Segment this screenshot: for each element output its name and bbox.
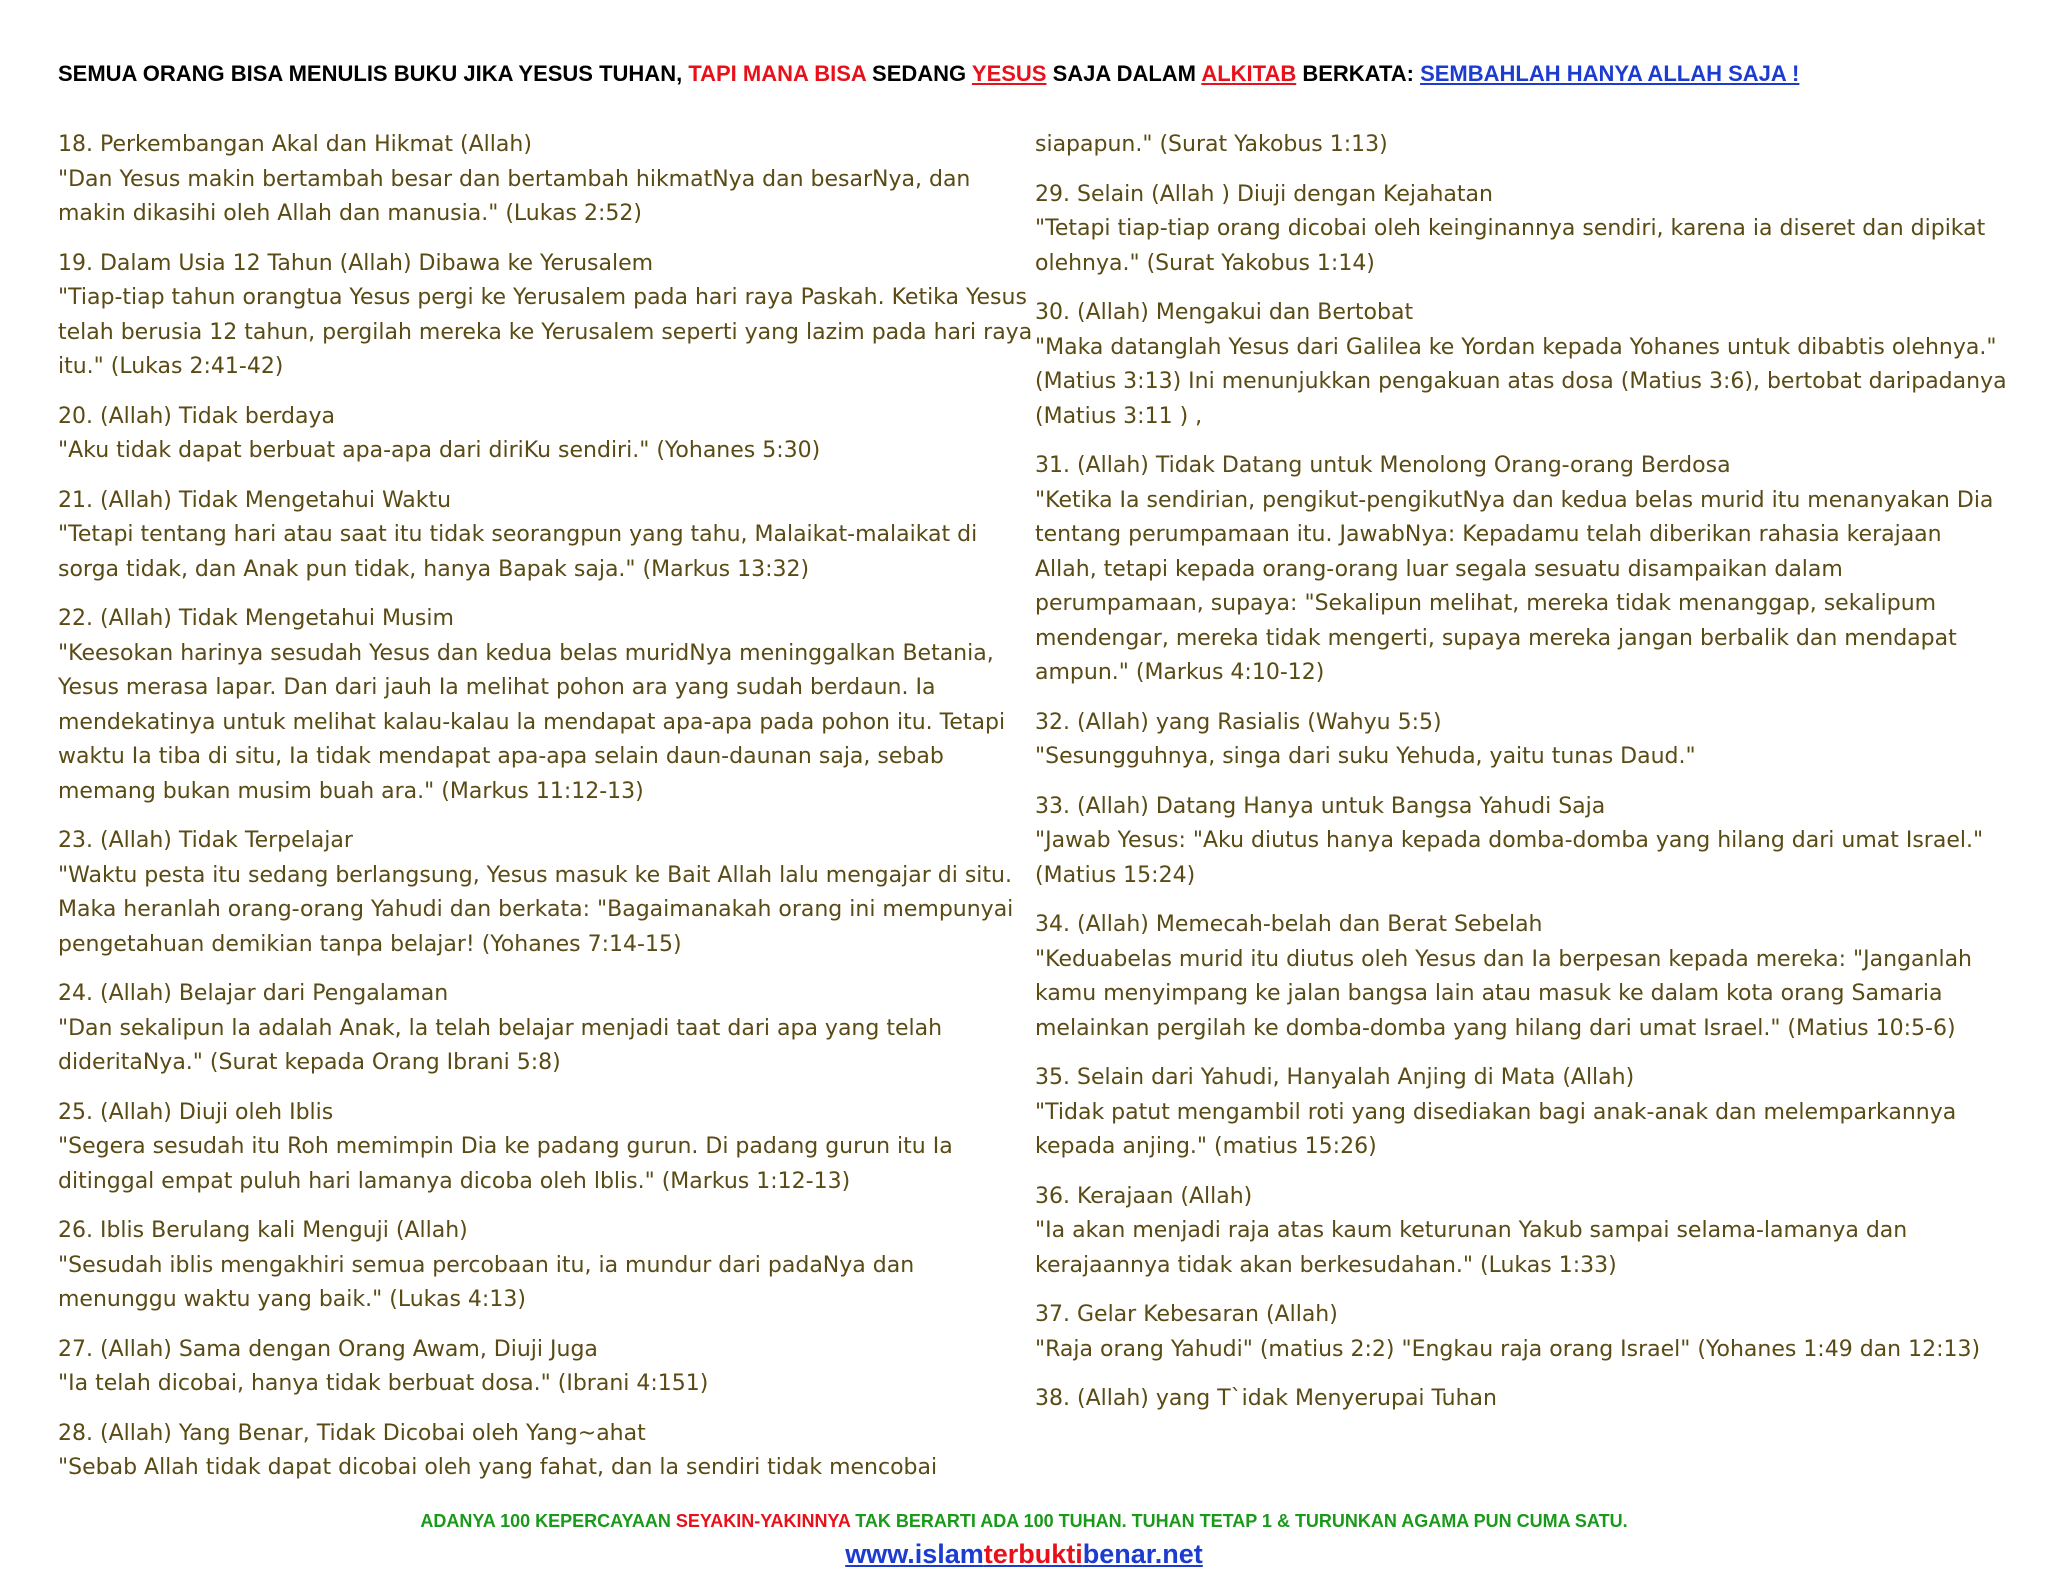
entry-21 (58, 484, 1033, 588)
right-column (1035, 128, 2010, 1432)
entry-title: 35. Selain dari Yahudi, Hanyalah Anjing di Mata (Allah) (1035, 1065, 1635, 1090)
entry-37 (1035, 1298, 2010, 1367)
entry-quote: "Maka datanglah Yesus dari Galilea ke Yordan kepada Yohanes untuk dibabtis olehnya." (Matius 3:13) Ini menunjukkan pengakuan atas dosa (Matius 3:6), bertobat daripadanya (Matius 3:11 ) , (1035, 334, 2007, 429)
entry-quote: "Sesungguhnya, singa dari suku Yehuda, yaitu tunas Daud." (1035, 744, 1696, 769)
entry-24 (58, 977, 1033, 1081)
entry-23 (58, 824, 1033, 962)
entry-25 (58, 1096, 1033, 1200)
entry-title: 32. (Allah) yang Rasialis (Wahyu 5:5) (1035, 709, 1442, 735)
website-part-1: www.islam (845, 1539, 984, 1569)
website-part-3: benar.net (1082, 1539, 1203, 1569)
entry-26 (58, 1214, 1033, 1318)
page-heading (58, 58, 1998, 90)
entry-title: 33. (Allah) Datang Hanya untuk Bangsa Yahudi Saja (1035, 793, 1606, 819)
heading-part-2: TAPI MANA BISA (688, 61, 866, 86)
heading-part-4: YESUS (971, 61, 1047, 86)
entry-33 (1035, 790, 2010, 894)
entry-quote: "Sebab Allah tidak dapat dicobai oleh yang fahat, dan la sendiri tidak mencobai (58, 1455, 938, 1480)
entry-title: 37. Gelar Kebesaran (Allah) (1035, 1302, 1338, 1327)
entry-quote: "Tetapi tiap-tiap orang dicobai oleh keinginannya sendiri, karena ia diseret dan dipikat olehnya." (Surat Yakobus 1:14) (1035, 216, 1986, 276)
entry-quote: "Jawab Yesus: "Aku diutus hanya kepada domba-domba yang hilang dari umat Israel." (Matius 15:24) (1035, 828, 1984, 888)
entry-22 (58, 602, 1033, 809)
entry-34 (1035, 908, 2010, 1046)
entry-30 (1035, 296, 2010, 434)
entry-quote: "Tidak patut mengambil roti yang disediakan bagi anak-anak dan melemparkannya kepada anjing." (matius 15:26) (1035, 1099, 1957, 1159)
entry-title: 28. (Allah) Yang Benar, Tidak Dicobai oleh Yang~ahat (58, 1420, 646, 1446)
footer-part-3: TAK BERARTI ADA 100 TUHAN. TUHAN TETAP 1 & TURUNKAN AGAMA PUN CUMA SATU. (850, 1511, 1628, 1531)
entry-title: 20. (Allah) Tidak berdaya (58, 403, 335, 429)
entry-38 (1035, 1382, 2010, 1417)
entry-32 (1035, 706, 2010, 775)
entry-title: 23. (Allah) Tidak Terpelajar (58, 828, 353, 853)
entry-title: 19. Dalam Usia 12 Tahun (Allah) Dibawa ke Yerusalem (58, 250, 654, 276)
entry-title: 29. Selain (Allah ) Diuji dengan Kejahatan (1035, 181, 1493, 207)
entry-title: 30. (Allah) Mengakui dan Bertobat (1035, 300, 1414, 325)
heading-link-sembahlah[interactable]: SEMBAHLAH HANYA ALLAH SAJA ! (1420, 61, 1800, 86)
entry-quote: "Tetapi tentang hari atau saat itu tidak seorangpun yang tahu, Malaikat-malaikat di sorga tidak, dan Anak pun tidak, hanya Bapak saja." (Markus 13:32) (58, 522, 978, 582)
entry-title: 21. (Allah) Tidak Mengetahui Waktu (58, 487, 452, 513)
website-part-2: terbukti (983, 1539, 1083, 1569)
heading-part-5: SAJA DALAM (1046, 61, 1202, 86)
entry-quote: "Segera sesudah itu Roh memimpin Dia ke padang gurun. Di padang gurun itu Ia ditinggal empat puluh hari lamanya dicoba oleh lblis." (Markus 1:12-13) (58, 1134, 953, 1194)
entry-quote: "Sesudah iblis mengakhiri semua percobaan itu, ia mundur dari padaNya dan menunggu waktu yang baik." (Lukas 4:13) (58, 1252, 915, 1312)
entry-31 (1035, 449, 2010, 691)
footer-part-2: SEYAKIN-YAKINNYA (675, 1511, 851, 1531)
entry-quote: "Dan Yesus makin bertambah besar dan bertambah hikmatNya dan besarNya, dan makin dikasihi oleh Allah dan manusia." (Lukas 2:52) (58, 166, 971, 226)
entry-title: 25. (Allah) Diuji oleh Iblis (58, 1099, 334, 1125)
entry-title: 38. (Allah) yang T`idak Menyerupai Tuhan (1035, 1386, 1497, 1411)
entry-29 (1035, 178, 2010, 282)
footer-statement (0, 1508, 2048, 1534)
entry-title: 18. Perkembangan Akal dan Hikmat (Allah) (58, 132, 532, 157)
entry-title: 36. Kerajaan (Allah) (1035, 1183, 1253, 1209)
entry-title: 31. (Allah) Tidak Datang untuk Menolong Orang-orang Berdosa (1035, 453, 1731, 478)
entry-quote: "Keesokan harinya sesudah Yesus dan kedua belas muridNya meninggalkan Betania, Yesus merasa lapar. Dan dari jauh Ia melihat pohon ara yang sudah berdaun. Ia mendekatinya untuk melihat kalau-kalau la mendapat apa-apa pada pohon itu. Tetapi waktu Ia tiba di situ, Ia tidak mendapat apa-apa selain daun-daunan saja, sebab memang bukan musim buah ara." (Markus 11:12-13) (58, 640, 1006, 804)
entry-quote: siapapun." (Surat Yakobus 1:13) (1035, 132, 1388, 157)
heading-part-7: BERKATA: (1296, 61, 1421, 86)
entry-quote: "Tiap-tiap tahun orangtua Yesus pergi ke Yerusalem pada hari raya Paskah. Ketika Yesus telah berusia 12 tahun, pergilah mereka ke Yerusalem seperti yang lazim pada hari raya itu." (Lukas 2:41-42) (58, 285, 1033, 379)
heading-part-3: SEDANG (865, 61, 972, 86)
entry-title: 24. (Allah) Belajar dari Pengalaman (58, 981, 449, 1006)
entry-title: 34. (Allah) Memecah-belah dan Berat Sebelah (1035, 912, 1543, 937)
entry-28 (58, 1417, 1033, 1486)
entry-35 (1035, 1061, 2010, 1165)
entry-title: 22. (Allah) Tidak Mengetahui Musim (58, 606, 454, 631)
entry-quote: "Aku tidak dapat berbuat apa-apa dari diriKu sendiri." (Yohanes 5:30) (58, 438, 821, 463)
heading-part-6: ALKITAB (1201, 61, 1297, 86)
entry-quote: "Raja orang Yahudi" (matius 2:2) "Engkau raja orang Israel" (Yohanes 1:49 dan 12:13) (1035, 1336, 1981, 1362)
entry-quote: "Ia telah dicobai, hanya tidak berbuat dosa." (Ibrani 4:151) (58, 1371, 709, 1396)
entry-quote: "Ia akan menjadi raja atas kaum keturunan Yakub sampai selama-lamanya dan kerajaannya tidak akan berkesudahan." (Lukas 1:33) (1035, 1218, 1908, 1278)
entry-quote: "Waktu pesta itu sedang berlangsung, Yesus masuk ke Bait Allah lalu mengajar di situ. Maka heranlah orang-orang Yahudi dan berkata: "Bagaimanakah orang ini mempunyai pengetahuan demikian tanpa belajar! (Yohanes 7:14-15) (58, 862, 1014, 957)
entry-28-continued (1035, 128, 2010, 163)
left-column (58, 128, 1033, 1501)
heading-part-1: SEMUA ORANG BISA MENULIS BUKU JIKA YESUS TUHAN, (58, 61, 689, 86)
website-link[interactable] (0, 1536, 2048, 1572)
entry-27 (58, 1333, 1033, 1402)
entry-title: 27. (Allah) Sama dengan Orang Awam, Diuji Juga (58, 1336, 598, 1362)
entry-36 (1035, 1180, 2010, 1284)
entry-quote: "Keduabelas murid itu diutus oleh Yesus dan Ia berpesan kepada mereka: "Janganlah kamu menyimpang ke jalan bangsa lain atau masuk ke dalam kota orang Samaria melainkan pergilah ke domba-domba yang hilang dari umat Israel." (Matius 10:5-6) (1035, 946, 1972, 1041)
entry-20 (58, 400, 1033, 469)
entry-title: 26. Iblis Berulang kali Menguji (Allah) (58, 1218, 468, 1243)
footer-part-1: ADANYA 100 KEPERCAYAAN (420, 1511, 676, 1531)
entry-18 (58, 128, 1033, 232)
entry-19 (58, 247, 1033, 385)
entry-quote: "Dan sekalipun la adalah Anak, la telah belajar menjadi taat dari apa yang telah dideritaNya." (Surat kepada Orang Ibrani 5:8) (58, 1015, 943, 1075)
entry-quote: "Ketika Ia sendirian, pengikut-pengikutNya dan kedua belas murid itu menanyakan Dia tentang perumpamaan itu. JawabNya: Kepadamu telah diberikan rahasia kerajaan Allah, tetapi kepada orang-orang luar segala sesuatu disampaikan dalam perumpamaan, supaya: "Sekalipun melihat, mereka tidak menanggap, sekalipum mendengar, mereka tidak mengerti, supaya mereka jangan berbalik dan mendapat ampun." (Markus 4:10-12) (1035, 487, 1994, 685)
